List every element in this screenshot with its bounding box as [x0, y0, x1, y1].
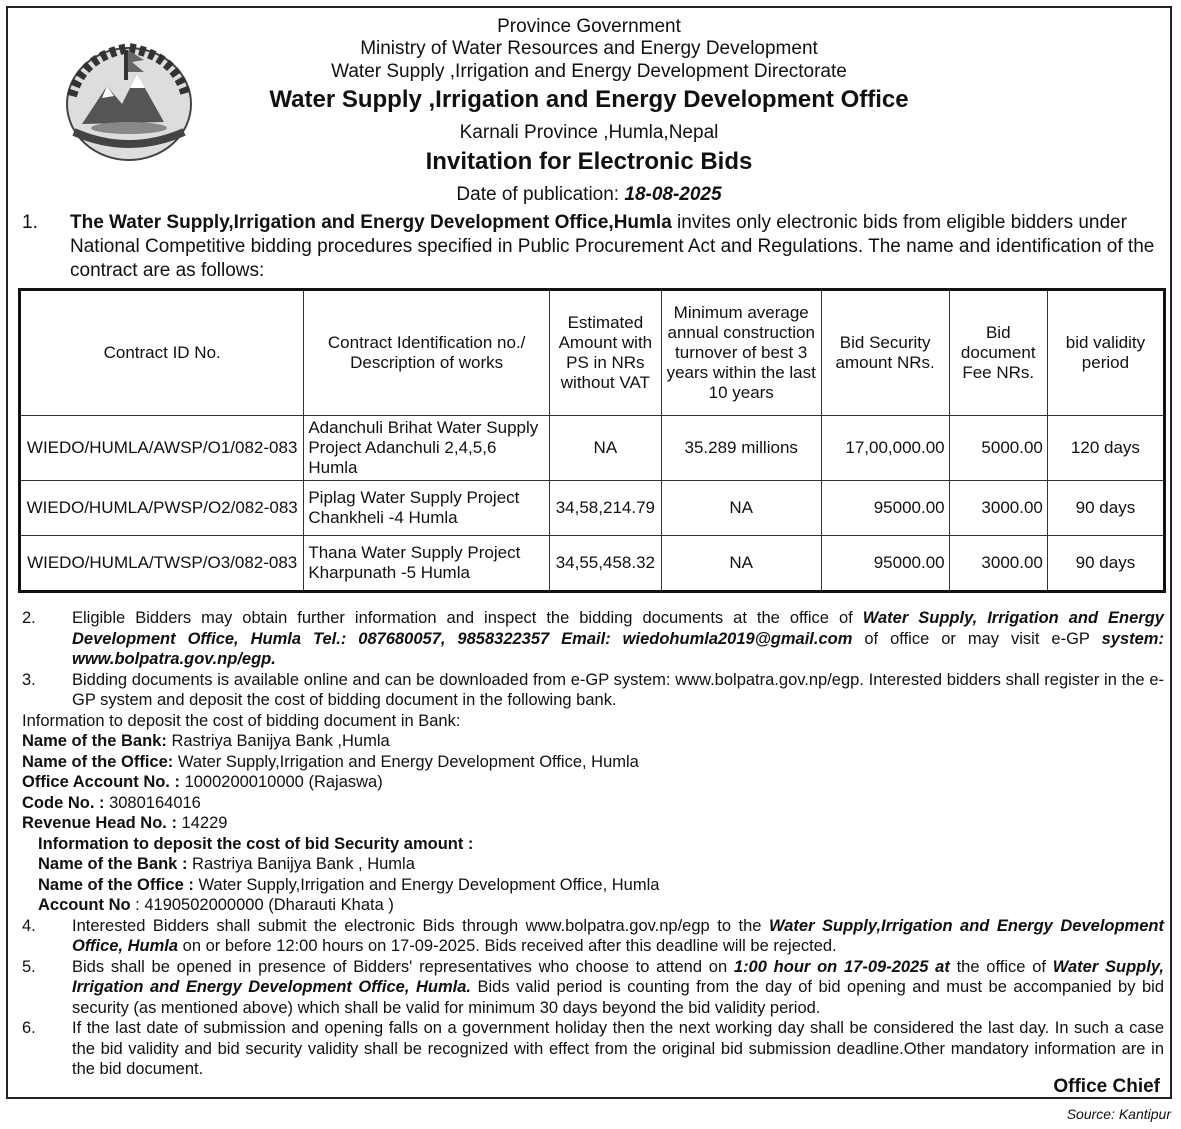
paragraph-5: 5. Bids shall be opened in presence of Bidders' representatives who choose to attend on 1:00 hour on 17-09-2025 at the office of Water Supply, Irrigation and Energy Development Office, Humla. Bids valid period is counting from the day of bid opening and must be accompanied by bid security (as mentioned above) which shall be valid for minimum 30 days beyond the bid validity period. — [22, 957, 1164, 1017]
header-contract-id: Contract ID No. — [20, 290, 304, 416]
header-ministry: Ministry of Water Resources and Energy Development — [360, 38, 818, 59]
code-line: Code No. : 3080164016 — [22, 793, 201, 812]
cell-fee: 3000.00 — [949, 536, 1047, 592]
cell-turnover: NA — [661, 536, 821, 592]
cell-validity: 120 days — [1047, 416, 1164, 481]
cell-contract-id: WIEDO/HUMLA/AWSP/O1/082-083 — [20, 416, 304, 481]
signature-office-chief: Office Chief — [1053, 1076, 1160, 1097]
cell-fee: 3000.00 — [949, 481, 1047, 536]
bank-info-intro: Information to deposit the cost of bidding document in Bank: — [22, 711, 461, 730]
notice-title: Invitation for Electronic Bids — [425, 148, 753, 175]
paragraph-6: 6. If the last date of submission and opening falls on a government holiday then the next working day shall be considered the last day. In such a case the bid validity and bid security validity shall be recognized with effect from the original bid submission deadline.Other mandatory information are in the bid document. — [22, 1019, 1164, 1078]
cell-contract-id: WIEDO/HUMLA/TWSP/O3/082-083 — [20, 536, 304, 592]
bank-name-line: Name of the Bank: Rastriya Banijya Bank ,Humla — [22, 732, 390, 750]
header-bid-security: Bid Security amount NRs. — [821, 290, 949, 416]
cell-validity: 90 days — [1047, 536, 1164, 592]
security-account-line: Account No : 4190502000000 (Dharauti Khata ) — [38, 896, 394, 914]
paragraph-2: 2. Eligible Bidders may obtain further information and inspect the bidding documents at the office of Water Supply, Irrigation and Energy Development Office, Humla Tel.: 087680057, 9858322357 Email: wiedohumla2019@gmail.com of office or may visit e-GP system: www.bolpatra.gov.np/egp. — [22, 609, 1164, 668]
egp-link: system: www.bolpatra.gov.np/egp. — [72, 629, 1164, 668]
header-address: Karnali Province ,Humla,Nepal — [459, 122, 719, 143]
table-row — [20, 481, 1165, 536]
contracts-table — [18, 288, 1166, 593]
table-row — [20, 536, 1165, 592]
cell-description: Adanchuli Brihat Water Supply Project Adanchuli 2,4,5,6 Humla — [304, 416, 550, 481]
security-info-intro: Information to deposit the cost of bid Security amount : — [38, 834, 474, 853]
cell-security: 17,00,000.00 — [821, 416, 949, 481]
contact-email: Email: wiedohumla2019@gmail.com — [561, 629, 853, 648]
paragraph-4: 4. Interested Bidders shall submit the electronic Bids through www.bolpatra.gov.np/egp to the Water Supply,Irrigation and Energy Development Office, Humla on or before 12:00 hours on 17-09-2025. Bids received after this deadline will be rejected. — [22, 916, 1164, 955]
cell-security: 95000.00 — [821, 481, 949, 536]
cell-validity: 90 days — [1047, 481, 1164, 536]
cell-amount: 34,58,214.79 — [549, 481, 661, 536]
cell-amount: 34,55,458.32 — [549, 536, 661, 592]
source-credit: Source: Kantipur — [1066, 1106, 1171, 1122]
header-line-1: Province Government — [497, 16, 681, 37]
header-directorate: Water Supply ,Irrigation and Energy Development Directorate — [331, 61, 847, 82]
publication-date-value: 18-08-2025 — [624, 184, 722, 205]
cell-description: Thana Water Supply Project Kharpunath -5 Humla — [304, 536, 550, 592]
paragraph-1-office: The Water Supply,Irrigation and Energy Development Office,Humla — [70, 212, 672, 233]
cell-security: 95000.00 — [821, 536, 949, 592]
cell-contract-id: WIEDO/HUMLA/PWSP/O2/082-083 — [20, 481, 304, 536]
header-estimated-amount: Estimated Amount with PS in NRs without VAT — [549, 290, 661, 416]
cell-fee: 5000.00 — [949, 416, 1047, 481]
publication-date: Date of publication: 18-08-2025 — [456, 184, 722, 205]
notice-body — [22, 608, 1164, 1080]
header-turnover: Minimum average annual construction turnover of best 3 years within the last 10 years — [661, 290, 821, 416]
paragraph-1: 1. The Water Supply,Irrigation and Energy Development Office,Humla invites only electronic bids from eligible bidders under National Competitive bidding procedures specified in Public Procurement Act and Regulations. The name and identification of the contract are as follows: — [22, 212, 1155, 281]
notice-sheet — [6, 6, 1172, 1099]
security-bank-line: Name of the Bank : Rastriya Banijya Bank , Humla — [38, 855, 415, 873]
header-description: Contract Identification no./ Description of works — [304, 290, 550, 416]
table-header-row — [20, 290, 1165, 416]
office-name-line: Name of the Office: Water Supply,Irrigation and Energy Development Office, Humla — [22, 752, 639, 771]
cell-turnover: 35.289 millions — [661, 416, 821, 481]
cell-amount: NA — [549, 416, 661, 481]
paragraph-3: 3. Bidding documents is available online and can be downloaded from e-GP system: www.bolpatra.gov.np/egp. Interested bidders shall register in the e-GP system and deposit the cost of bidding document in the following bank. — [22, 670, 1164, 709]
cell-turnover: NA — [661, 481, 821, 536]
table-row — [20, 416, 1165, 481]
security-office-line: Name of the Office : Water Supply,Irrigation and Energy Development Office, Humla — [38, 875, 660, 894]
header-document-fee: Bid document Fee NRs. — [949, 290, 1047, 416]
cell-description: Piplag Water Supply Project Chankheli -4 Humla — [304, 481, 550, 536]
revenue-head-line: Revenue Head No. : 14229 — [22, 814, 228, 832]
header-validity: bid validity period — [1047, 290, 1164, 416]
office-account-line: Office Account No. : 1000200010000 (Rajaswa) — [22, 773, 383, 791]
header-office-title: Water Supply ,Irrigation and Energy Development Office — [269, 86, 909, 113]
